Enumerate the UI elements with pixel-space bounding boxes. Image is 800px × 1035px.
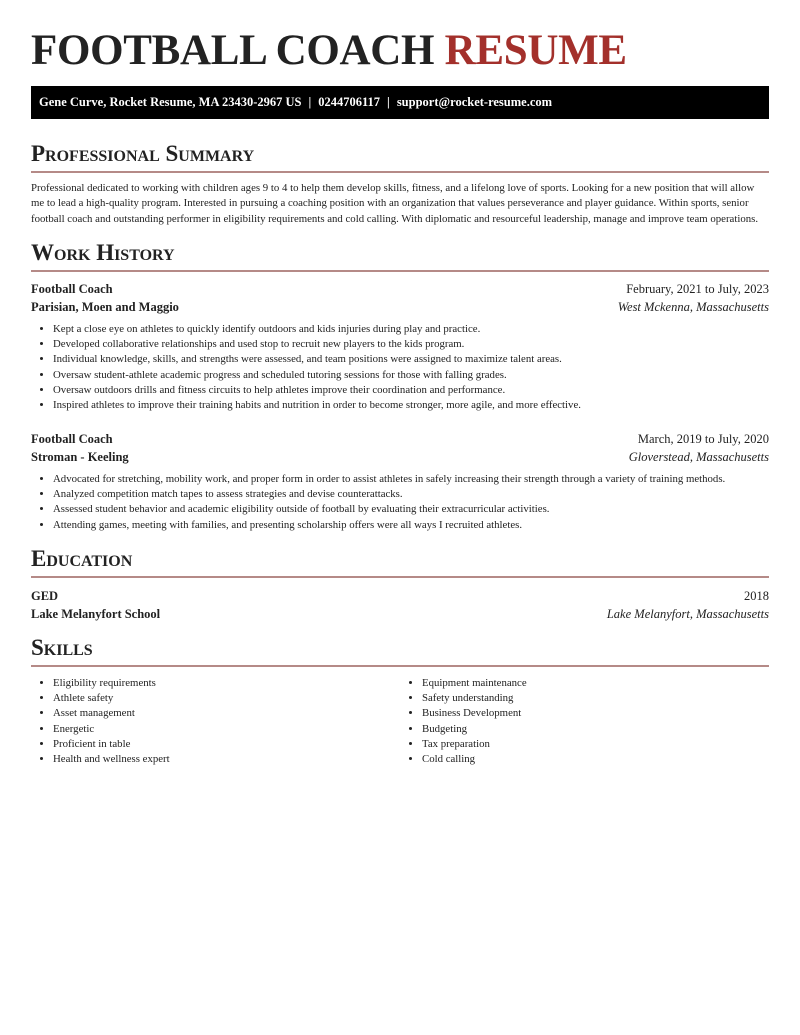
list-item: • Developed collaborative relationships and used stop to recruit new players to the kids program. <box>53 337 769 352</box>
skills-column-right <box>400 676 769 767</box>
list-item: • Assessed student behavior and academic eligibility outside of football by evaluating their extracurricular activities. <box>53 502 769 517</box>
skill-item: • Health and wellness expert <box>53 752 400 767</box>
summary-text: Professional dedicated to working with children ages 9 to 4 to help them develop skills, fitness, and a lifelong love of sports. Looking for a new position that will allow me to lead a high-quality program. Interested in pursuing a coaching position with an organization that values perseverance and player guidance. Within sports, senior football coach and outstanding performer in eligibility requirements and cold calling. With diplomatic and resourceful leadership, manage and improve team operations. <box>31 182 759 225</box>
skill-item: • Asset management <box>53 706 400 721</box>
contact-bar <box>31 86 769 119</box>
job-company: Parisian, Moen and Maggio <box>31 300 179 314</box>
list-item: • Advocated for stretching, mobility work, and proper form in order to assist athletes in safely increasing their strength through a variety of training methods. <box>53 472 769 487</box>
list-item: • Oversaw outdoors drills and fitness circuits to help athletes improve their coordination and performance. <box>53 383 769 398</box>
skill-item: • Safety understanding <box>422 691 769 706</box>
list-item: • Analyzed competition match tapes to assess strategies and devise counterattacks. <box>53 487 769 502</box>
skill-item: • Athlete safety <box>53 691 400 706</box>
section-heading-education: Education <box>31 545 769 578</box>
list-item: • Kept a close eye on athletes to quickly identify outdoors and kids injuries during play and practice. <box>53 322 769 337</box>
contact-address: Gene Curve, Rocket Resume, MA 23430-2967 US <box>39 95 302 109</box>
job-dates: February, 2021 to July, 2023 <box>626 282 769 296</box>
separator: | <box>387 95 390 109</box>
resume-title <box>31 28 627 74</box>
job-bullets <box>31 322 769 413</box>
job-company: Stroman - Keeling <box>31 450 129 464</box>
education-degree: GED <box>31 589 59 603</box>
section-heading-skills: Skills <box>31 634 769 667</box>
list-item: • Oversaw student-athlete academic progress and scheduled tutoring sessions for those with falling grades. <box>53 368 769 383</box>
contact-email[interactable]: support@rocket-resume.com <box>396 95 553 109</box>
separator: | <box>308 95 312 109</box>
list-item: • Inspired athletes to improve their training habits and nutrition in order to become stronger, more agile, and more effective. <box>53 398 769 413</box>
list-item: • Attending games, meeting with families, and presenting scholarship offers were all ways I recruited athletes. <box>53 518 769 533</box>
title-accent: RESUME <box>444 27 627 74</box>
skill-item: • Budgeting <box>422 722 769 737</box>
education-location: Lake Melanyfort, Massachusetts <box>606 607 769 621</box>
education-school: Lake Melanyfort School <box>31 607 161 621</box>
skills-column-left <box>31 676 400 767</box>
job-title: Football Coach <box>31 282 113 296</box>
title-main: FOOTBALL COACH <box>31 27 435 74</box>
job-dates: March, 2019 to July, 2020 <box>637 432 769 446</box>
education-year: 2018 <box>744 589 769 603</box>
job-location: Gloverstead, Massachusetts <box>628 450 769 464</box>
job-location: West Mckenna, Massachusetts <box>617 300 769 314</box>
skill-item: • Eligibility requirements <box>53 676 400 691</box>
contact-phone: 0244706117 <box>318 95 381 109</box>
list-item: • Individual knowledge, skills, and strengths were assessed, and team positions were assigned to maximize talent areas. <box>53 352 769 367</box>
section-heading-work: Work History <box>31 239 769 272</box>
education-entry <box>31 587 769 623</box>
skill-item: • Equipment maintenance <box>422 676 769 691</box>
skill-item: • Proficient in table <box>53 737 400 752</box>
section-heading-summary: Professional Summary <box>31 140 769 173</box>
job-entry <box>31 430 769 533</box>
job-title: Football Coach <box>31 432 113 446</box>
skill-item: • Tax preparation <box>422 737 769 752</box>
skill-item: • Business Development <box>422 706 769 721</box>
job-bullets <box>31 472 769 533</box>
skill-item: • Energetic <box>53 722 400 737</box>
skills-list <box>31 676 769 767</box>
skill-item: • Cold calling <box>422 752 769 767</box>
job-entry <box>31 280 769 413</box>
